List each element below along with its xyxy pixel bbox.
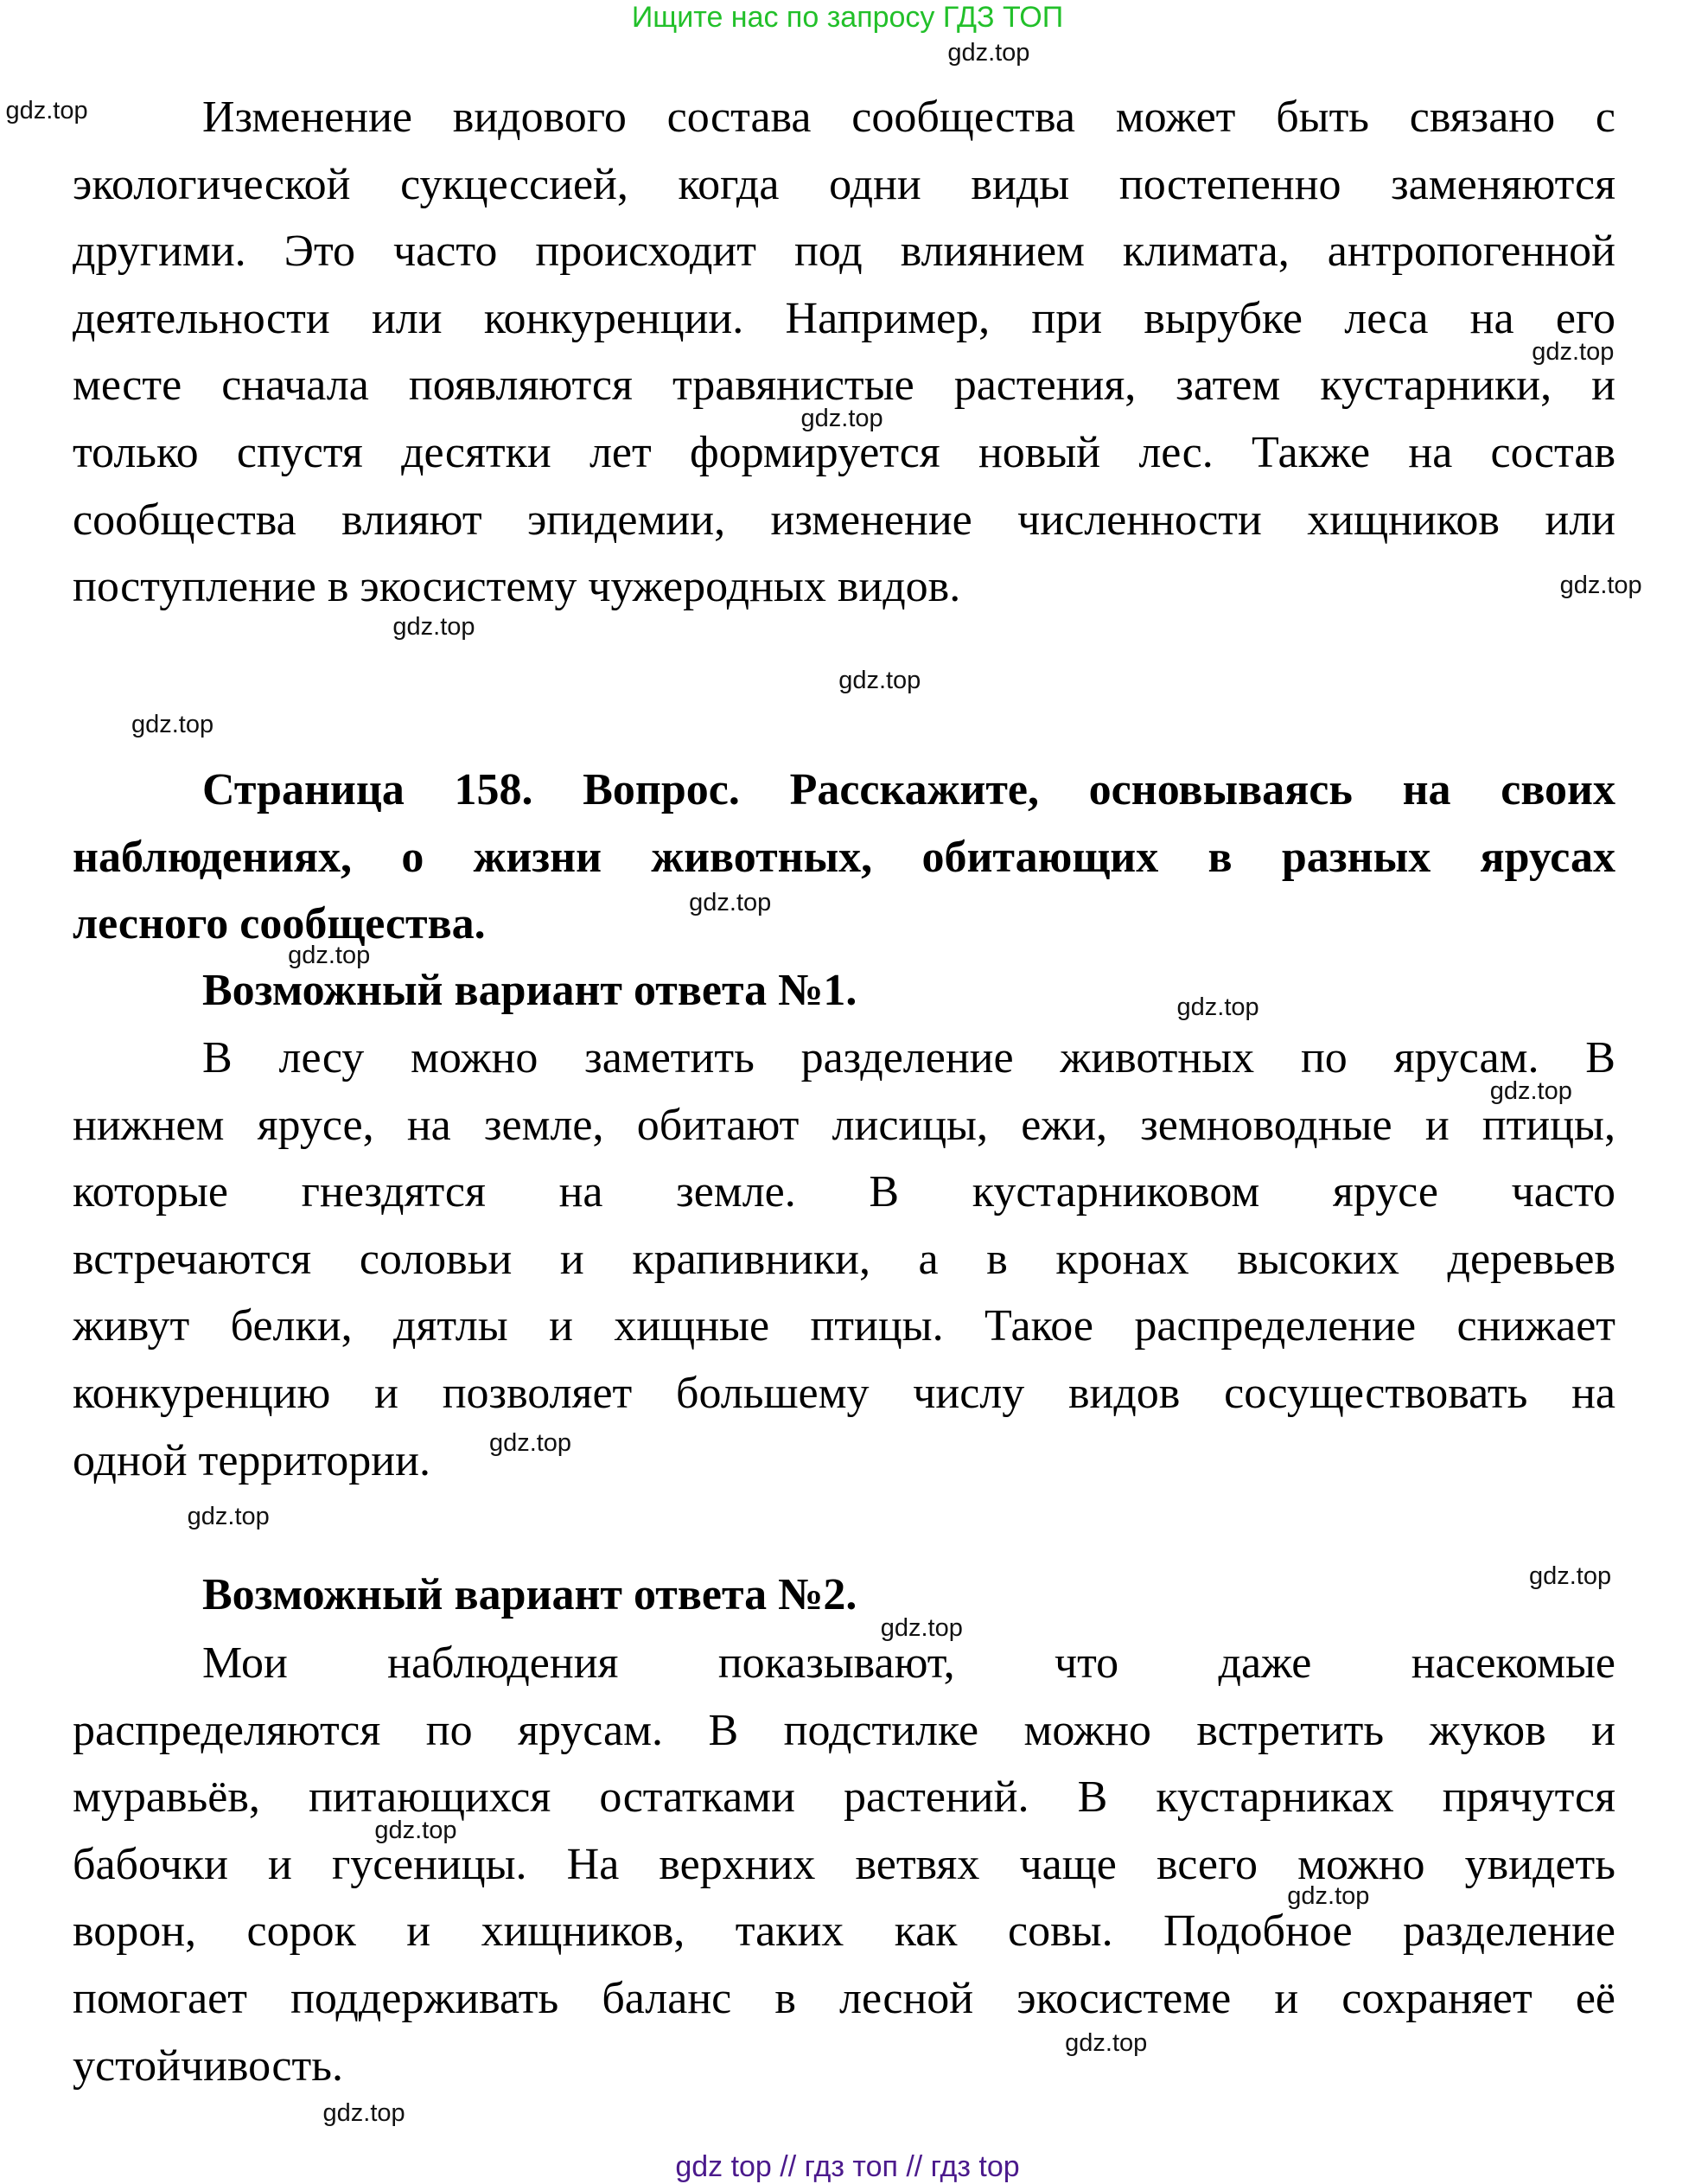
answer-variant-2-line: муравьёв, питающихся остатками растений. В кустарниках прячутся (73, 1772, 1615, 1823)
answer-variant-1-line: встречаются соловьи и крапивники, а в кронах высоких деревьев (73, 1234, 1615, 1284)
search-hint-banner: Ищите нас по запросу ГДЗ ТОП (631, 1, 1064, 34)
paragraph-1-line: другими. Это часто происходит под влиянием климата, антропогенной (73, 227, 1615, 277)
answer-variant-1-line: нижнем ярусе, на земле, обитают лисицы, ежи, земноводные и птицы, (73, 1100, 1615, 1150)
answer-variant-1-line: живут белки, дятлы и хищные птицы. Такое распределение снижает (73, 1301, 1615, 1351)
question-heading-line: Страница 158. Вопрос. Расскажите, основываясь на своих (202, 765, 1615, 814)
watermark-text: gdz.top (392, 613, 475, 642)
answer-variant-2-line: Мои наблюдения показывают, что даже насекомые (202, 1638, 1615, 1688)
answer-variant-2-line: бабочки и гусеницы. На верхних ветвях чаще всего можно увидеть (73, 1839, 1615, 1889)
question-heading-line: наблюдениях, о жизни животных, обитающих в разных ярусах (73, 832, 1615, 882)
answer-variant-1-line: В лесу можно заметить разделение животных по ярусам. В (202, 1033, 1615, 1082)
watermark-text: gdz.top (800, 405, 883, 433)
watermark-text: gdz.top (880, 1613, 963, 1642)
watermark-text: gdz.top (1489, 1076, 1572, 1105)
watermark-text: gdz.top (131, 711, 214, 739)
answer-variant-2-line: ворон, сорок и хищников, таких как совы. Подобное разделение (73, 1906, 1615, 1957)
answer-variant-1-line: одной территории. (73, 1435, 430, 1485)
watermark-text: gdz.top (187, 1502, 270, 1530)
watermark-text: gdz.top (1065, 2029, 1148, 2058)
watermark-text: gdz.top (1559, 571, 1642, 599)
paragraph-1-line: поступление в экосистему чужеродных видов. (73, 562, 961, 612)
watermark-text: gdz.top (322, 2098, 405, 2127)
watermark-text: gdz.top (947, 38, 1030, 67)
answer-variant-2-line: распределяются по ярусам. В подстилке можно встретить жуков и (73, 1705, 1615, 1755)
paragraph-1-line: сообщества влияют эпидемии, изменение численности хищников или (73, 495, 1615, 545)
answer-variant-1-line: которые гнездятся на земле. В кустарниковом ярусе часто (73, 1167, 1615, 1217)
answer-variant-2-line: устойчивость. (73, 2040, 343, 2091)
watermark-text: gdz.top (1532, 337, 1615, 366)
paragraph-1-line: экологической сукцессией, когда одни виды постепенно заменяются (73, 159, 1615, 209)
watermark-text: gdz.top (1287, 1882, 1370, 1911)
footer-links[interactable]: gdz top // гдз топ // гдз top (675, 2150, 1020, 2183)
watermark-text: gdz.top (689, 888, 772, 916)
answer-variant-2-line: помогает поддерживать баланс в лесной экосистеме и сохраняет её (73, 1974, 1615, 2023)
answer-variant-1-heading: Возможный вариант ответа №1. (202, 966, 857, 1015)
watermark-text: gdz.top (488, 1429, 572, 1458)
watermark-text: gdz.top (1528, 1562, 1612, 1591)
paragraph-1-line: месте сначала появляются травянистые растения, затем кустарники, и (73, 361, 1615, 411)
watermark-text: gdz.top (5, 97, 88, 125)
watermark-text: gdz.top (288, 942, 371, 970)
paragraph-1-line: деятельности или конкуренции. Например, при вырубке леса на его (73, 293, 1615, 343)
watermark-text: gdz.top (374, 1817, 457, 1845)
paragraph-1-line: только спустя десятки лет формируется новый лес. Также на состав (73, 428, 1615, 477)
watermark-text: gdz.top (838, 666, 921, 694)
paragraph-1-line: Изменение видового состава сообщества может быть связано с (202, 93, 1615, 142)
answer-variant-1-line: конкуренцию и позволяет большему числу видов сосуществовать на (73, 1369, 1615, 1418)
question-heading-line: лесного сообщества. (73, 899, 486, 949)
answer-variant-2-heading: Возможный вариант ответа №2. (202, 1570, 857, 1619)
watermark-text: gdz.top (1176, 993, 1259, 1021)
